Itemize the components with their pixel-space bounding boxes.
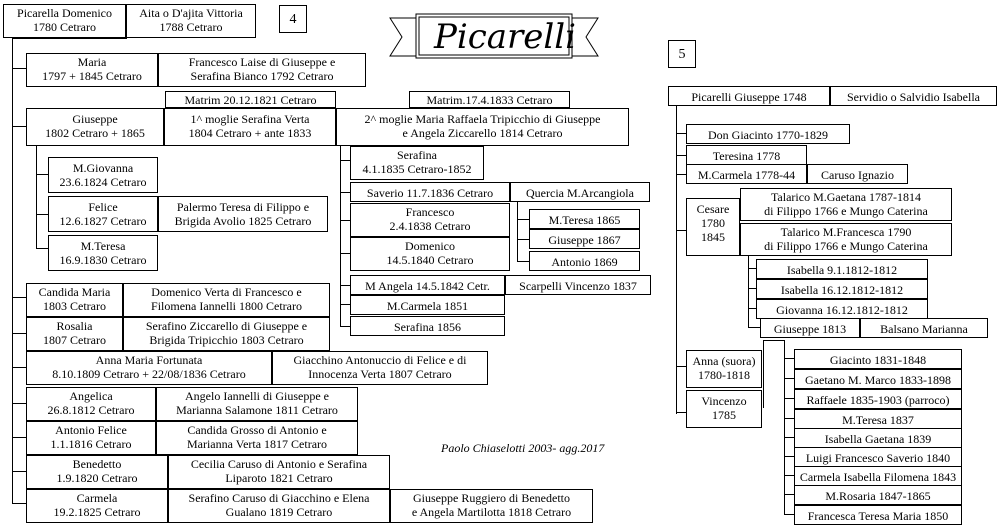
connector-line [784, 340, 785, 515]
spouse-line: Brigida Tripicchio 1803 Cetraro [149, 333, 304, 347]
spouse-line: Gualano 1819 Cetraro [225, 505, 333, 519]
spouse-box-cesare-1 [740, 188, 952, 221]
person-date: 2.4.1838 Cetraro [389, 219, 471, 233]
child-box-vincenzo-4: Isabella Gaetana 1839 [794, 428, 962, 448]
connector-line [36, 174, 48, 175]
person-date: 16.9.1830 Cetraro [59, 253, 147, 267]
connector-line [676, 366, 686, 367]
root-wife-name: Aita o D'ajita Vittoria [139, 6, 243, 20]
person-date: 1.9.1820 Cetraro [56, 471, 138, 485]
connector-line [763, 340, 785, 341]
person-date: 1.1.1816 Cetraro [50, 437, 132, 451]
child-box-mteresa1865: M.Teresa 1865 [529, 209, 640, 229]
person-name: Antonio Felice [55, 423, 127, 437]
connector-line [676, 174, 686, 175]
connector-line [12, 38, 13, 503]
person-name: Domenico [405, 239, 455, 253]
spouse-box-giuseppe1813: Balsano Marianna [860, 318, 988, 338]
person-box-serafina1856: Serafina 1856 [350, 316, 505, 336]
spouse-box-antoniofelice [156, 421, 358, 455]
marriage-date-2: Matrim.17.4.1833 Cetraro [409, 91, 570, 108]
person-date: 1807 Cetraro [43, 333, 106, 347]
spouse-box-cesare-2 [740, 223, 952, 256]
connector-line [784, 418, 794, 419]
connector-line [517, 261, 529, 262]
connector-line [784, 456, 794, 457]
person-name: Angelica [69, 389, 113, 403]
connector-line [36, 146, 37, 248]
connector-line [12, 126, 26, 127]
person-box-carmela [26, 489, 168, 523]
spouse-line: Angelo Iannelli di Giuseppe e [185, 389, 329, 403]
person-name: Maria [77, 55, 107, 69]
spouse-line: Candida Grosso di Antonio e [187, 423, 327, 437]
connector-line [12, 367, 26, 368]
marriage-date-1: Matrim 20.12.1821 Cetraro [165, 91, 336, 108]
child-box-isabella-2: Isabella 16.12.1812-1812 [756, 279, 928, 299]
person-date: 12.6.1827 Cetraro [59, 214, 147, 228]
person-date: 1780-1818 [698, 368, 750, 382]
person-name: Giuseppe [72, 112, 118, 126]
connector-line [763, 340, 764, 408]
person-date: 8.10.1809 Cetraro + 22/08/1836 Cetraro [52, 367, 246, 381]
person-box-maria [26, 53, 158, 87]
person-name: Anna (suora) [692, 354, 756, 368]
connector-line [340, 160, 350, 161]
person-box-anna [686, 350, 762, 388]
spouse-box-angelica [156, 387, 358, 421]
connector-line [676, 230, 686, 231]
connector-line [12, 437, 26, 438]
connector-line [517, 239, 529, 240]
root-husband-box-right: Picarelli Giuseppe 1748 [668, 86, 830, 106]
child-box-vincenzo-1: Gaetano M. Marco 1833-1898 [794, 369, 962, 389]
person-box-angelica [26, 387, 156, 421]
child-box-vincenzo-2: Raffaele 1835-1903 (parroco) [794, 389, 962, 409]
connector-line [12, 503, 26, 504]
root-husband-name: Picarella Domenico [17, 6, 112, 20]
connector-line [340, 326, 350, 327]
person-box-mcarmela: M.Carmela 1778-44 [686, 164, 807, 184]
person-box-candida [26, 283, 123, 317]
person-box-vincenzo [686, 390, 762, 428]
child-box-vincenzo-0: Giacinto 1831-1848 [794, 349, 962, 369]
person-name: Francesco [405, 205, 455, 219]
root-wife-box [126, 4, 256, 38]
person-box-benedetto [26, 455, 168, 489]
child-box-giovanna: Giovanna 16.12.1812-1812 [756, 299, 928, 319]
spouse-box-carmela-1 [168, 489, 390, 523]
person-name: Serafina [397, 148, 437, 162]
connector-line [36, 214, 48, 215]
connector-line [340, 304, 350, 305]
connector-line [12, 471, 26, 472]
person-box-mangela: M Angela 14.5.1842 Cetr. [350, 275, 505, 295]
spouse-box-saverio: Quercia M.Arcangiola [510, 182, 650, 202]
connector-line [748, 327, 760, 328]
connector-line [340, 220, 350, 221]
connector-line [784, 378, 794, 379]
spouse-line: e Angela Martilotta 1818 Cetraro [411, 505, 572, 519]
person-box-mgiovanna [48, 157, 158, 193]
connector-line [748, 308, 756, 309]
child-box-vincenzo-6: Carmela Isabella Filomena 1843 [794, 466, 962, 486]
spouse-box-mangela: Scarpelli Vincenzo 1837 [505, 275, 651, 295]
spouse-box-candida [123, 283, 330, 317]
spouse-box-mcarmela: Caruso Ignazio [807, 164, 908, 184]
spouse-box-annamaria [272, 351, 488, 385]
person-name: M.Teresa [80, 239, 126, 253]
spouse-line: Palermo Teresa di Filippo e [176, 200, 310, 214]
connector-line [784, 358, 794, 359]
spouse-box-maria [158, 53, 366, 87]
connector-line [12, 403, 26, 404]
connector-line [748, 288, 756, 289]
person-name: Felice [88, 200, 118, 214]
page-title: Picarelli [433, 17, 577, 57]
connector-line [676, 155, 686, 156]
page-number-left: 4 [279, 5, 307, 33]
person-name: M.Giovanna [72, 161, 134, 175]
person-date: 1780 [701, 216, 725, 230]
person-name: Anna Maria Fortunata [95, 353, 203, 367]
person-name: Carmela [76, 491, 118, 505]
person-box-mcarmela1851: M.Carmela 1851 [350, 295, 505, 315]
page-number-right: 5 [668, 40, 696, 68]
person-box-saverio: Saverio 11.7.1836 Cetraro [350, 182, 510, 202]
child-box-antonio1869: Antonio 1869 [529, 251, 640, 271]
spouse-line: Marianna Verta 1817 Cetraro [186, 437, 328, 451]
spouse-line: Domenico Verta di Francesco e [151, 285, 302, 299]
person-box-felice [48, 196, 158, 232]
person-name: Vincenzo [701, 394, 747, 408]
person-date: 1845 [701, 230, 725, 244]
root-husband-box [3, 4, 126, 38]
person-name: Candida Maria [38, 285, 111, 299]
connector-line [784, 514, 794, 515]
spouse-line: Filomena Iannelli 1800 Cetraro [151, 299, 302, 313]
child-box-vincenzo-7: M.Rosaria 1847-1865 [794, 485, 962, 505]
person-box-francesco [350, 203, 510, 237]
person-box-rosalia [26, 317, 123, 351]
connector-line [676, 104, 677, 414]
connector-line [784, 475, 794, 476]
person-date: 1803 Cetraro [43, 299, 106, 313]
root-husband-date: 1780 Cetraro [33, 20, 96, 34]
person-box-domenico [350, 237, 510, 271]
spouse-line: Serafina Bianco 1792 Cetraro [190, 69, 334, 83]
child-box-vincenzo-8: Francesca Teresa Maria 1850 [794, 505, 962, 525]
spouse-box-wife2 [336, 108, 629, 146]
connector-line [784, 437, 794, 438]
person-box-giacinto: Don Giacinto 1770-1829 [686, 124, 850, 144]
spouse-line: Serafino Caruso di Giacchino e Elena [188, 491, 370, 505]
spouse-box-carmela-2 [390, 489, 593, 523]
connector-line [676, 133, 686, 134]
connector-line [12, 38, 126, 39]
person-name: Cesare [696, 202, 730, 216]
root-wife-box-right: Servidio o Salvidio Isabella [830, 86, 997, 106]
connector-line [784, 494, 794, 495]
spouse-line: Innocenza Verta 1807 Cetraro [308, 367, 452, 381]
connector-line [676, 412, 686, 413]
person-name: Benedetto [72, 457, 122, 471]
connector-line [12, 333, 26, 334]
person-date: 1797 + 1845 Cetraro [42, 69, 142, 83]
child-box-isabella-1: Isabella 9.1.1812-1812 [756, 259, 928, 279]
connector-line [784, 398, 794, 399]
spouse-line: Liparoto 1821 Cetraro [225, 471, 333, 485]
person-box-annamaria [26, 351, 272, 385]
person-box-giuseppe [26, 108, 164, 146]
spouse-box-felice [158, 196, 328, 232]
person-date: 4.1.1835 Cetraro-1852 [362, 162, 472, 176]
person-box-mteresa [48, 235, 158, 271]
connector-line [748, 256, 749, 328]
child-box-giuseppe1867: Giuseppe 1867 [529, 229, 640, 249]
spouse-line: di Filippo 1766 e Mungo Caterina [764, 239, 928, 253]
child-box-vincenzo-5: Luigi Francesco Saverio 1840 [794, 447, 962, 467]
spouse-line: Giuseppe Ruggiero di Benedetto [413, 491, 570, 505]
person-box-antoniofelice [26, 421, 156, 455]
connector-line [340, 285, 350, 286]
spouse-line: 2^ moglie Maria Raffaela Tripicchio di Giuseppe [364, 112, 601, 126]
connector-line [36, 248, 48, 249]
person-date: 19.2.1825 Cetraro [53, 505, 141, 519]
connector-line [748, 268, 756, 269]
connector-line [12, 68, 26, 69]
spouse-line: Marianna Salamone 1811 Cetraro [176, 403, 338, 417]
spouse-box-benedetto [168, 455, 390, 489]
spouse-line: Giacchino Antonuccio di Felice e di [293, 353, 467, 367]
spouse-line: Brigida Avolio 1825 Cetraro [174, 214, 312, 228]
person-box-teresina: Teresina 1778 [686, 145, 807, 165]
person-date: 1785 [712, 408, 736, 422]
spouse-line: Talarico M.Gaetana 1787-1814 [770, 190, 922, 204]
spouse-line: Serafino Ziccarello di Giuseppe e [145, 319, 308, 333]
connector-line [340, 146, 341, 326]
person-box-giuseppe1813: Giuseppe 1813 [760, 318, 860, 338]
spouse-line: 1^ moglie Serafina Verta [190, 112, 310, 126]
connector-line [340, 253, 350, 254]
connector-line [517, 219, 529, 220]
spouse-line: di Filippo 1766 e Mungo Caterina [764, 204, 928, 218]
person-date: 14.5.1840 Cetraro [386, 253, 474, 267]
person-date: 26.8.1812 Cetraro [47, 403, 135, 417]
spouse-line: e Angela Ziccarello 1814 Cetraro [402, 126, 563, 140]
spouse-line: Cecilia Caruso di Antonio e Serafina [190, 457, 368, 471]
spouse-box-rosalia [123, 317, 330, 351]
person-name: Rosalia [56, 319, 93, 333]
person-date: 1802 Cetraro + 1865 [45, 126, 145, 140]
connector-line [340, 192, 350, 193]
person-box-cesare [686, 198, 740, 256]
root-wife-date: 1788 Cetraro [159, 20, 223, 34]
spouse-box-wife1 [164, 108, 336, 146]
credit-text: Paolo Chiaselotti 2003- agg.2017 [441, 441, 605, 455]
person-date: 23.6.1824 Cetraro [59, 175, 147, 189]
child-box-vincenzo-3: M.Teresa 1837 [794, 409, 962, 429]
spouse-line: Francesco Laise di Giuseppe e [188, 55, 336, 69]
spouse-line: Talarico M.Francesca 1790 [780, 225, 912, 239]
spouse-line: 1804 Cetraro + ante 1833 [188, 126, 312, 140]
person-box-serafina [350, 146, 484, 180]
connector-line [517, 201, 518, 262]
connector-line [12, 297, 26, 298]
